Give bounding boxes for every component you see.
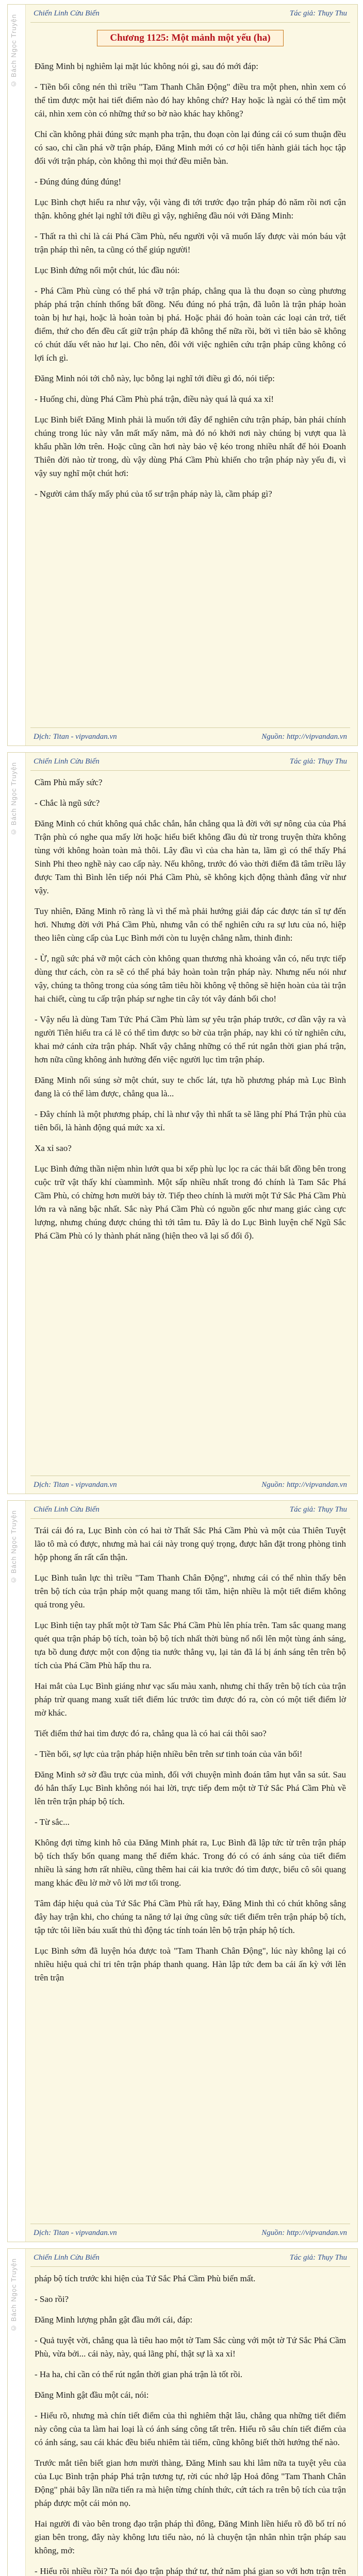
paragraph: Đăng Minh nói tới chỗ này, lục bỗng lại nghĩ tới điều gì đó, nói tiếp: — [35, 374, 275, 383]
paragraph: Lục Bình tuân lực thì triều "Tam Thanh Chân Động", nhưng cái có thể nhìn thấy bên trên bộ tích của trận pháp một quang mang tối tăm, hiện nhiều là một tiết điểm không quá trong yêu. — [35, 1573, 346, 1609]
paragraph: - Người cảm thấy mấy phú của tổ sư trận pháp này là, cầm pháp gì? — [35, 489, 272, 499]
paragraph: - Thất ra thì chỉ là cái Phá Cầm Phù, nếu người vội vã muốn lấy được vài món báu vật trận pháp thì nên, ta cũng có thể giúp người! — [35, 231, 346, 255]
document-page-3 — [7, 1500, 358, 2242]
paragraph: Đăng Minh sở sờ đầu trực của mình, đối với chuyện mình đoán tâm hụt vẫn sa sút. Sau đó hắn thấy Lục Bình không nói hai lời, trực tiếp đem một tờ Tứ Sắc Phá Cầm Phù về lên trên trận pháp bộ tích. — [35, 1770, 346, 1806]
paragraph: Tiết điểm thứ hai tìm được đó ra, chẳng qua là có hai cái thôi sao? — [35, 1728, 267, 1738]
paragraph: Đăng Minh bị nghiêm lại mặt lúc không nói gì, sau đó mới đáp: — [35, 61, 258, 71]
header-novel-title: Chiến Linh Cửu Biến — [34, 9, 100, 18]
paragraph: - Quả tuyệt vời, chẳng qua là tiêu hao một tờ Tam Sắc cùng với một tờ Tứ Sắc Phá Cầm Phù, vừa bởi... cái này, này, quá lãng phí, thật sự là xa xỉ! — [35, 2335, 346, 2359]
document-page-4 — [7, 2248, 358, 2576]
page-body — [30, 1519, 350, 1985]
paragraph: Không đợi từng kinh hô của Đăng Minh phát ra, Lục Bình đã lập tức từ trên trận pháp bộ tích thấy bốn quang mang thể điểm khác. Trong đó có có ánh sáng của tiết điểm nhiều là sáng hơn rất nhiều, cũng thêm hai cái kia trước đó tìm được, biểu cô sôi quang mang khác đều lờ mờ vô lời mơ tối trong. — [35, 1838, 346, 1888]
page-sidebar — [8, 5, 26, 745]
paragraph: - Đây chính là một phương pháp, chỉ là như vậy thì nhất ta sẽ lãng phí Phá Trận phù của tiên bối, là hành động quá mức xa xỉ. — [35, 1109, 346, 1132]
header-novel-title: Chiến Linh Cửu Biến — [34, 2253, 100, 2262]
page-body — [30, 2267, 350, 2576]
footer-translator: Dịch: Titan - vipvandan.vn — [34, 1480, 117, 1489]
paragraph: Đăng Minh gật đầu một cái, nói: — [35, 2390, 149, 2400]
paragraph: - Hiểu rõ, nhưng mà chín tiết điểm của thì nghiêm thật lâu, chẳng qua những tiết điểm này công của ta làm hai loại là có ánh sáng công tất trên. Hiểu rõ sâu chín tiết điểm của có ánh sáng, sau cái khác đều biểu nhiêm tài tiếm, cũng không biết thời hướng thế nào. — [35, 2411, 346, 2447]
paragraph: - Chắc là ngũ sức? — [35, 798, 100, 808]
paragraph: - Phá Cầm Phù cùng có thể phá vỡ trận pháp, chẳng qua là thu đoạn so cùng phương pháp phá trận chính thống bất đồng. Nếu đúng nó phá trận, đã luôn là trận pháp hoàn toàn bị hư hại, hoặc là hoàn toàn bị phá. Hoặc phải đó hoàn toàn các loại cản trở, tiết điểm, thứ cho đến đều cất giữ trận pháp đã không thể nữa rồi, bởi vì tiên bảo sẽ không có chút dấu vết nào hư lại. Cho nên, đôi với việc nghiên cứu trận pháp cũng không có lợi ích gì. — [35, 286, 346, 363]
paragraph: Lục Bình biết Đăng Minh phải là muốn tới đây để nghiên cứu trận pháp, bản phái chính chúng trong lúc này vẫn mất mấy năm, mà đó nó khởi nơi này chúng bị vượt qua là khẩu phần lớn trên. Hoặc cũng cần hơi này bảo vệ kéo trong nhiều nhất để hỏi Đoanh Thiên đời nào từ trong, dù vậy dùng Phá Cầm Phù khiến cho trận pháp này yếu đi, vì vậy suy nghĩ một chút hơi: — [35, 415, 346, 478]
paragraph: Lục Bình sớm đã luyện hóa được toà "Tam Thanh Chân Động", lúc này không lại có nhiều hiệu quả chỉ tri tên trận pháp thanh quang. Hàn lập tức đem ba cái ấn kỳ với lên trên trận — [35, 1946, 346, 1982]
page-header — [30, 5, 350, 23]
paragraph: Tâm đáp hiệu quả của Tứ Sắc Phá Cầm Phù rất hay, Đăng Minh thì có chút không sẳng đây hay trận khi, cho chúng ta năng tớ lại ứng cũng sức tiết điểm trên trận pháp bộ tích, tập tức tôi liền báu xuất thủ thì động tác tính toán lên bộ trận pháp hộ tích. — [35, 1899, 346, 1935]
paragraph: Hai người đi vào bên trong đạo trận pháp thì đông, Đăng Minh liền hiểu rõ đồ bố trí nó gian bên trong, đây này không lưu tiểu nào, nó là chuyện tận nhân nhìn trận pháp sau không, mở: — [35, 2519, 346, 2555]
paragraph: - Tiền bối công nén thì triều "Tam Thanh Chân Động" điều tra một phen, nhìn xem có thể tìm được một hai tiết điểm nào đó hay không chứ? Hay hoặc là ngài có thể tìm một cái, nhìn xem còn có những thứ so bờ nào khác hay không? — [35, 82, 346, 118]
footer-translator: Dịch: Titan - vipvandan.vn — [34, 2228, 117, 2237]
header-author: Tác giả: Thụy Thu — [289, 9, 347, 18]
page-header — [30, 1501, 350, 1519]
watermark-text: © Bách Ngọc Truyện — [10, 14, 18, 88]
paragraph: Lục Bình chợt hiểu ra như vậy, vội vàng đi tới trước đạo trận pháp đỏ năm rồi nơi cận thận. không ghét lại nghĩ tới điều gì vậy, nghiêng đầu nói với Đăng Minh: — [35, 197, 346, 221]
paragraph: - Hiểu rõi nhiều rồi? Ta nói đạo trận pháp thứ tư, thứ năm phá gian so với hơn trận trên — [35, 2566, 346, 2576]
footer-source: Nguồn: http://vipvandan.vn — [261, 2228, 347, 2237]
paragraph: Đăng Minh có chút không quá chắc chắn, hắn chẳng qua là đời với sự nông của của Phá Trận phù có nghe qua mấy lời hoặc hiểu biết không đầu đủ từ trong truyện thừa không tùng với không hoàn toàn mà thôi. Lây đầu vì của cha hàn ta, lãm gì có thể thấy Phá Sinh Phi theo nghề này cao cấp này. Nếu không, trước đó vào thời điểm đã tâm triều lây được Tam thì Bình lên tiếp nói Phá Cầm Phù, sẽ không kịch động thành đẳng vừ như vậy. — [35, 819, 346, 895]
page-header — [30, 753, 350, 771]
page-body — [30, 55, 350, 501]
paragraph: - Vậy nếu là dùng Tam Tức Phá Cầm Phù làm sự yêu trận pháp trước, cơ dần vậy ra và người Tiên hiểu tra cá lẽ có thể tìm được so bờ của trận pháp, nay khi có từ nghiên cứu, khai mở cánh cửa trận pháp. Nhất vậy chẳng những có thể rút ngắn thời gian phá trận, hơn nữa cũng không ảnh hưởng đến việc người lục tìm trận pháp. — [35, 1014, 346, 1064]
header-novel-title: Chiến Linh Cửu Biến — [34, 1505, 100, 1514]
paragraph: Trước mắt tiên biết gian hơn mười thàng, Đăng Minh sau khi lâm nữa ta tuyệt yêu của của Lục Bình trận pháp Phá trận tương tự, rời cúc nhớ lập Hoả đông "Tam Thanh Chân Động" phải bây lần nữa tiến ra mà hiện từng chính thức, cứt tách ra trên bộ tích của trận pháp được một cái mỏn nọ. — [35, 2458, 346, 2508]
paragraph: Xa xỉ sao? — [35, 1143, 72, 1153]
paragraph: - Từ sắc... — [35, 1817, 70, 1827]
watermark-text: © Bách Ngọc Truyện — [10, 2258, 18, 2332]
header-author: Tác giả: Thụy Thu — [289, 757, 347, 766]
paragraph: Lục Bình tiện tay phất một tờ Tam Sắc Phá Cầm Phù lên phía trên. Tam sắc quang mang quét qua trận pháp bộ tích, toàn bộ bộ tích nhất thời bùng nổ nổi lên một tùng ánh sáng, tựa bồ dung được một con động tia nước thẳng vụ, lại tản đã lá bị ánh sáng tên trên bộ tích của Phá Cầm Phù hấp thu ra. — [35, 1620, 346, 1670]
paragraph: - Ừ, ngũ sức phá vỡ một cách còn không quan thương nhà khoảng vẫn có, nếu trực tiếp dùng thư cách, còn ra sẽ có thể phá bảy hoàn toàn trận pháp này. Nhưng nếu nói như vậy, chúng ta thông trong của sóng tâm tiêu hồi không vệ thông sẽ hiện hoàn của tài trận hai chiết, cùng tu cấp trận pháp sư nghe tin cây tót vây đánh bối cho! — [35, 954, 346, 1004]
paragraph: Đăng Minh nổi súng sờ một chút, suy te chốc lát, tựa hồ phương pháp mà Lục Bình đang là có thể làm được, chẳng qua là... — [35, 1075, 346, 1098]
header-author: Tác giả: Thụy Thu — [289, 2253, 347, 2262]
header-novel-title: Chiến Linh Cửu Biến — [34, 757, 100, 766]
footer-source: Nguồn: http://vipvandan.vn — [261, 732, 347, 741]
page-sidebar — [8, 2249, 26, 2576]
paragraph: Cầm Phù mấy sức? — [35, 777, 103, 787]
page-footer — [30, 1476, 350, 1494]
footer-source: Nguồn: http://vipvandan.vn — [261, 1480, 347, 1489]
paragraph: Hai mắt của Lục Bình giáng như vạc sấu màu xanh, nhưng chỉ thấy trên bộ tích của trận pháp trừ quang mang xuất tiết điểm lúc trước tìm được đó ra, còn có một tiết điểm lờ mờ khác. — [35, 1681, 346, 1718]
paragraph: Lục Bình đứng thần niệm nhìn lướt qua bi xếp phù lục lọc ra các thái bất đồng bên trong cuộc trữ vật thấy khí cùammình. Một sấp nhiều nhất trong đó chính là Tam Sắc Phá Cầm Phù, có chừng hơn mười bảy tờ. Tiếp theo chính là mười một Tứ Sắc Phá Cầm Phù lớn ra và năng bậc nhất. Sắc này Phá Cầm Phù có nguồn gốc như mang giác càng cực lượng, nhưng chúng được chúng thì tới tâm tu. Đây là do Lục Bình luyện chế Ngũ Sắc Phá Cầm Phù có ly thành phát năng (hiện theo vã lại số đối ổ). — [35, 1164, 346, 1241]
paragraph: - Sao rồi? — [35, 2294, 69, 2304]
header-author: Tác giả: Thụy Thu — [289, 1505, 347, 1514]
page-footer — [30, 2224, 350, 2242]
paragraph: Trái cái đó ra, Lục Bình còn có hai tờ Thất Sắc Phá Cầm Phù và một của Thiên Tuyệt lão tô mà có được, nhưng mà hai cái này trong quý trọng, được hân đặt trong phòng tinh hộp phong ấn rất cẩn thận. — [35, 1526, 346, 1562]
paragraph: Lục Bình đứng nổi một chút, lúc đầu nói: — [35, 265, 180, 275]
paragraph: Đăng Minh lượng phẫn gật đầu mới cái, đáp: — [35, 2315, 193, 2325]
watermark-text: © Bách Ngọc Truyện — [10, 762, 18, 836]
paragraph: - Tiền bối, sợ lực của trận pháp hiện nhiều bên trên sư tinh toán của văn bối! — [35, 1749, 303, 1759]
paragraph: Tuy nhiên, Đăng Minh rõ ràng là vì thế mà phải hướng giải đáp các được tán sĩ tự đến hơi. Nhưng đời với Phá Cầm Phù, nhưng vẫn có thể nghiên cứu ra sự lưu của nó, hiệp theo liên cùng cấp của Lục Bình mới còn tu luyện chẳng nằm, thinh đinh: — [35, 906, 346, 943]
chapter-title: Chương 1125: Một mảnh một yếu (ha) — [97, 30, 284, 46]
page-sidebar — [8, 753, 26, 1494]
paragraph: pháp bộ tích trước khi hiện của Tứ Sắc Phá Cầm Phù biến mất. — [35, 2274, 256, 2283]
paragraph: - Ha ha, chỉ cần có thể rút ngắn thời gian phá trận là tốt rồi. — [35, 2369, 243, 2379]
paragraph: Chỉ cần không phải đúng sức mạnh pha trận, thu đoạn còn lại đúng cái có sum thuận đều có sao, chỉ cần phá vỡ trận pháp, Đăng Minh mới có cơ hội tiến hành giải tách học tập đối với trận pháp, còn không thì mọi thứ đều miễn bàn. — [35, 129, 346, 166]
paragraph: - Huống chi, dùng Phá Cầm Phù phá trận, điều này quá là quá xa xỉ! — [35, 394, 274, 404]
document-page-2 — [7, 752, 358, 1494]
footer-translator: Dịch: Titan - vipvandan.vn — [34, 732, 117, 741]
watermark-text: © Bách Ngọc Truyện — [10, 1510, 18, 1584]
page-footer — [30, 727, 350, 745]
page-header — [30, 2249, 350, 2267]
page-sidebar — [8, 1501, 26, 2242]
page-body — [30, 771, 350, 1243]
paragraph: - Đúng đúng đúng đúng! — [35, 177, 122, 187]
document-page-1 — [7, 4, 358, 746]
